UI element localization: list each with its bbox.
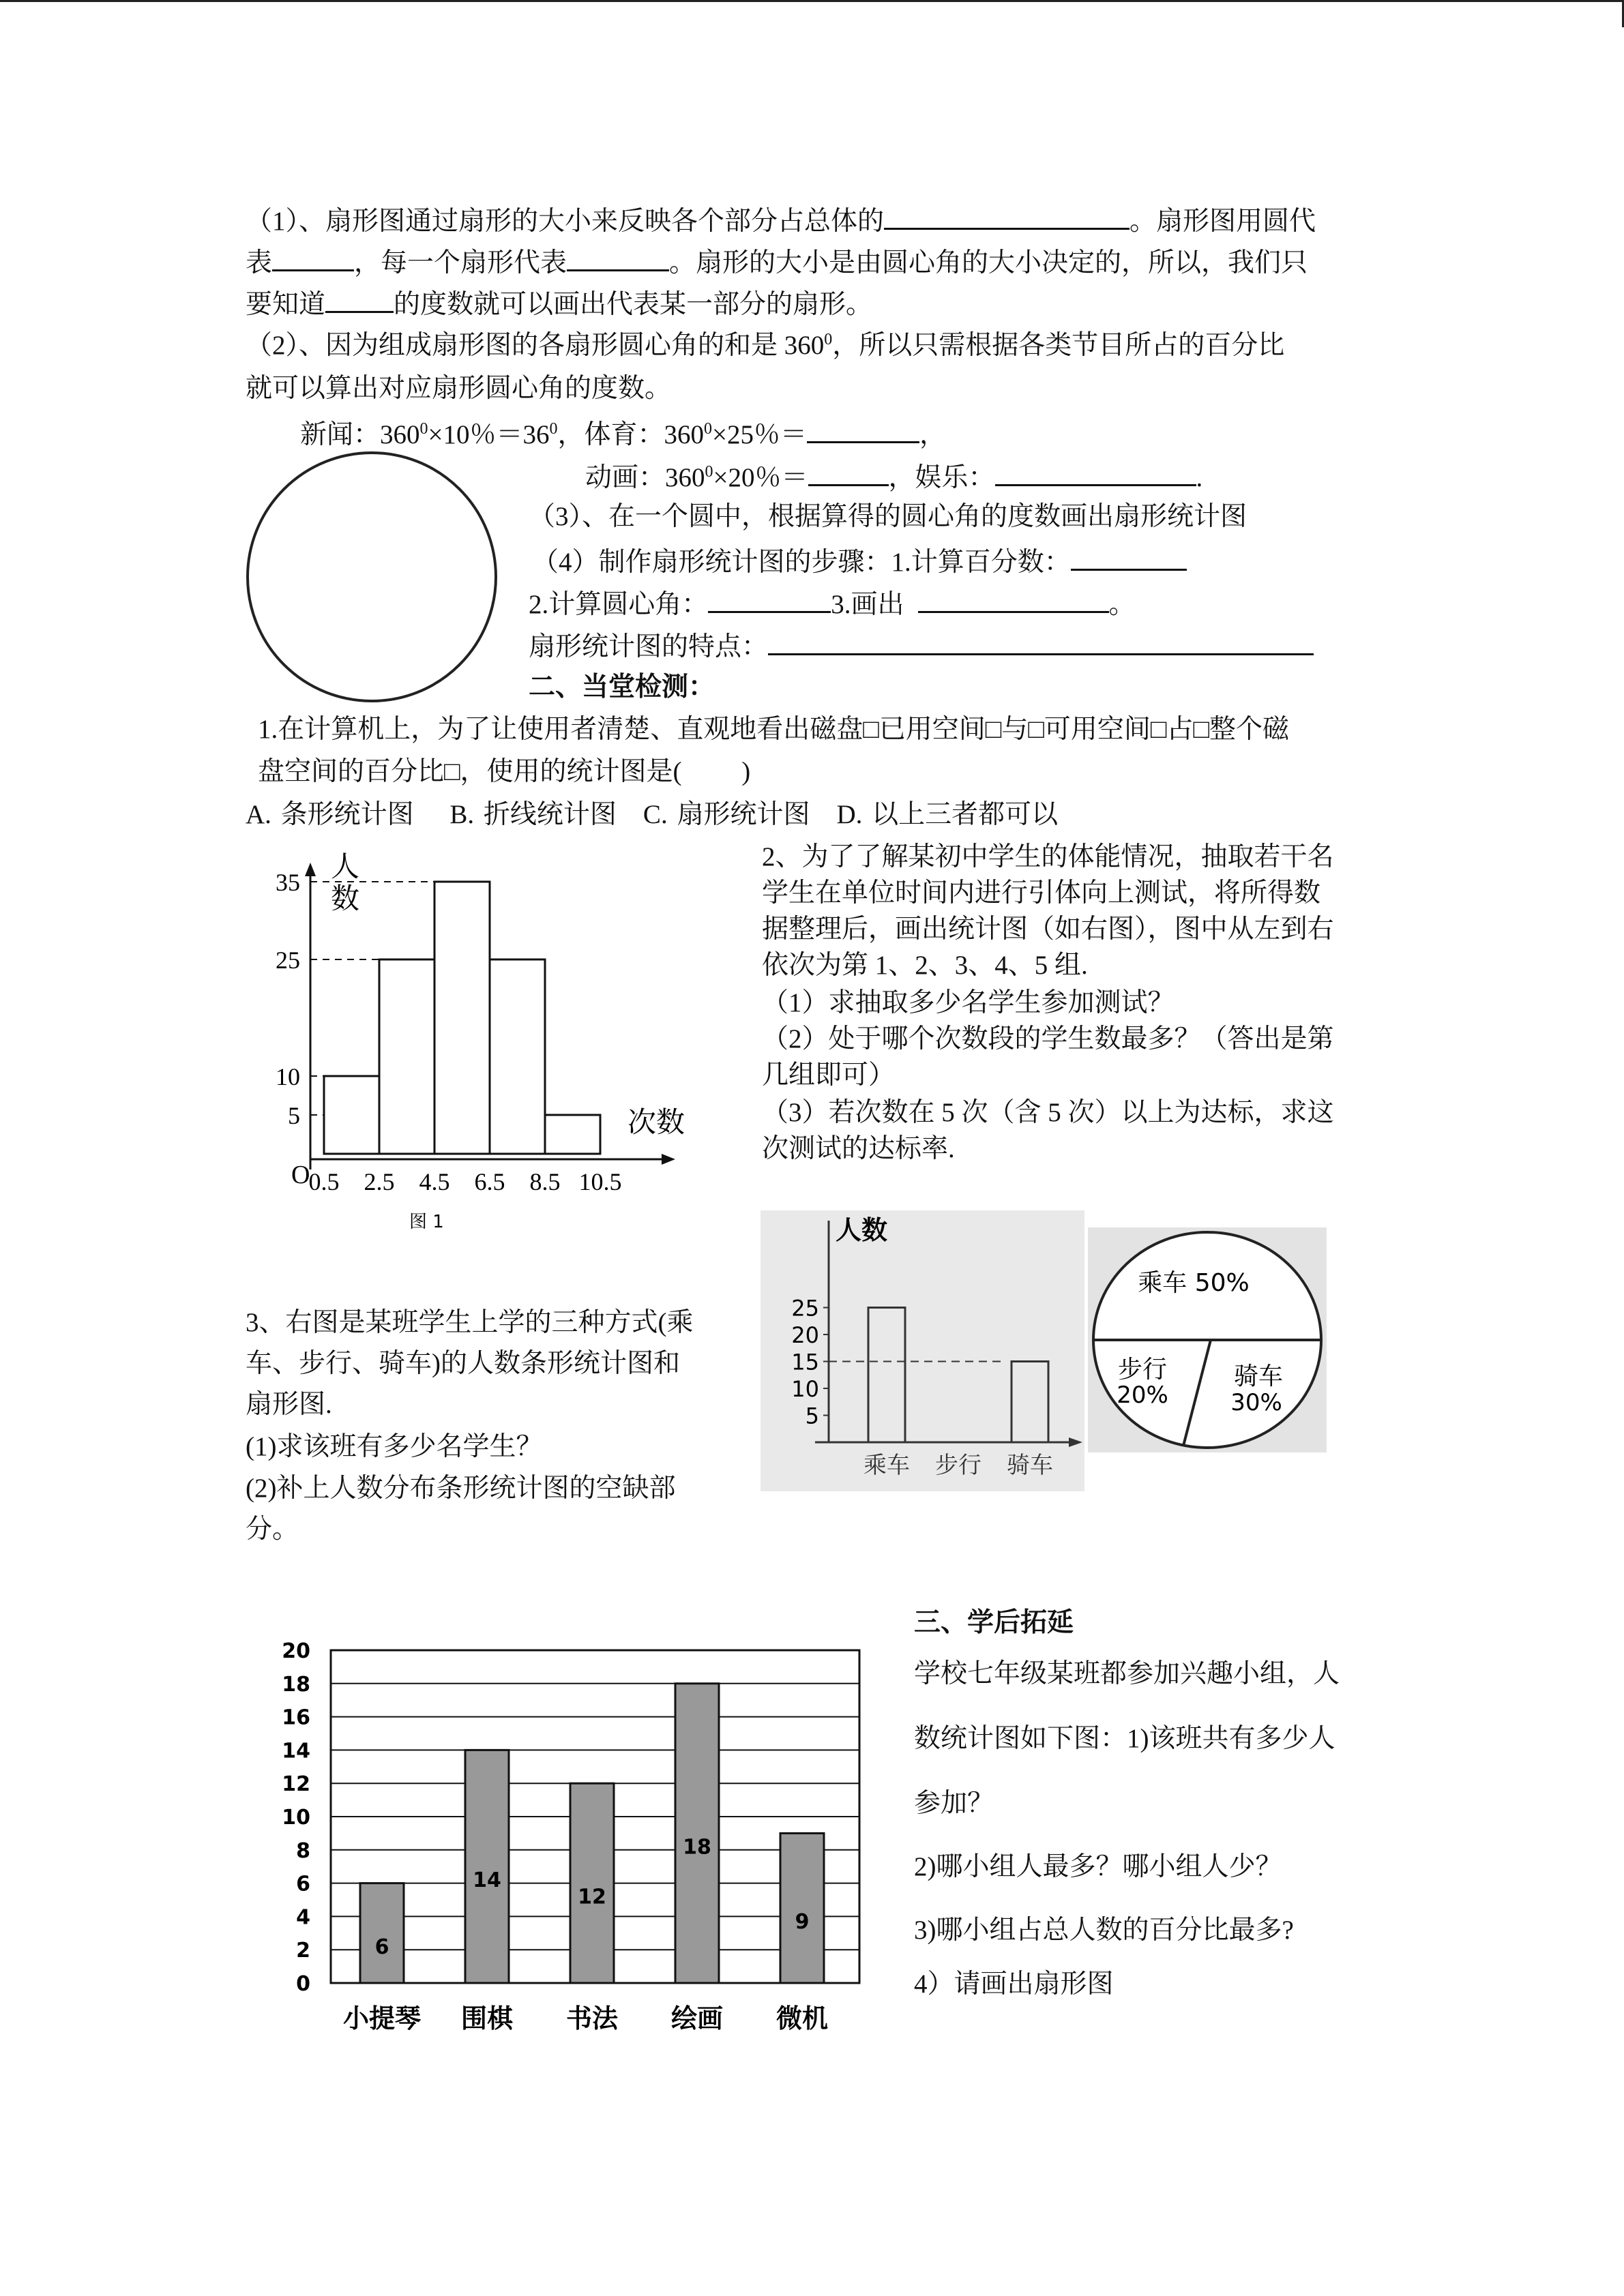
category-label: 围棋 [460,2003,514,2033]
slice-label-ride: 乘车 50% [1138,1269,1250,1297]
bar-value-label: 12 [578,1885,606,1909]
x-tick-label: 6.5 [474,1168,505,1195]
y-tick-label: 10 [791,1376,819,1402]
y-axis-arrow [305,863,316,876]
para1-text-a: （1）、扇形图通过扇形的大小来反映各个部分占总体的 [246,207,885,236]
blank-circle [242,449,508,715]
x-tick-label: 2.5 [364,1168,395,1195]
category-label: 小提琴 [342,2003,422,2033]
y-tick-label: 15 [791,1349,819,1375]
para1-line2-a: 表 [246,248,273,278]
bar-value-label: 18 [683,1835,711,1860]
q3-line: 扇形图. [246,1390,332,1419]
category-label: 微机 [776,2003,829,2033]
q2-line: （1）求抽取多少名学生参加测试？ [762,988,1175,1017]
q3-line: 车、步行、骑车)的人数条形统计图和 [246,1349,680,1378]
bar-value-label: 14 [473,1868,501,1893]
s3-line: 3)哪小组占总人数的百分比最多? [914,1915,1294,1945]
para1-line1 [246,202,1316,239]
slice-value-walk: 20% [1117,1382,1168,1409]
para3 [529,500,1247,534]
y-tick-label: 5 [288,1102,300,1129]
x-tick-label: 0.5 [308,1168,340,1195]
y-axis-label-2: 数 [331,884,360,915]
s3-line: 学校七年级某班都参加兴趣小组，人 [914,1659,1340,1688]
q1-options: A. 条形统计图 B. 折线统计图 C. 扇形统计图 D. 以上三者都可以 [246,800,1059,829]
y-tick-label: 2 [296,1939,310,1963]
section2-heading: 二、当堂检测： [529,672,715,702]
para2-line1 [246,329,1284,363]
deg-sup: 0 [549,420,558,438]
bar [360,1883,404,1983]
x-tick-label: 4.5 [419,1168,450,1195]
q2-line: 学生在单位时间内进行引体向上测试，将所得数 [762,878,1321,908]
bar-value-label: 9 [795,1910,810,1935]
y-tick-label: 10 [276,1063,300,1090]
origin-label: O [291,1161,310,1189]
para1-text-b: 。扇形图用圆代 [1130,207,1316,236]
blank-sports[interactable] [807,415,919,443]
category-label: 书法 [565,2003,619,2033]
bar [780,1833,824,1983]
q2-line: （2）处于哪个次数段的学生数最多？（答出是第 [762,1024,1334,1054]
step2-text: 2.计算圆心角： [529,590,709,619]
slice-label-bike: 骑车 [1233,1362,1284,1390]
calc-news-b: ×10％＝36 [428,420,550,449]
q2-line: 据整理后，画出统计图（如右图），图中从左到右 [762,914,1334,944]
features-label: 扇形统计图的特点： [529,632,769,661]
y-tick-label: 25 [276,946,300,974]
para4-line2 [529,585,1136,622]
deg-sup: 0 [704,420,713,438]
q3-line: 分。 [246,1515,299,1544]
transport-bar-chart [761,1210,1084,1493]
blank-3[interactable] [567,243,669,271]
category-label: 乘车 [863,1452,910,1479]
blank-2[interactable] [272,243,354,271]
para2-text: （2）、因为组成扇形图的各扇形圆心角的和是 360 [246,331,825,360]
para1-line2-b: ，每一个扇形代表 [354,248,567,278]
para1-line2 [246,243,1308,280]
slice-value-bike: 30% [1230,1389,1282,1416]
q3-line: (1)求该班有多少名学生？ [246,1432,543,1461]
bar [675,1684,719,1983]
bar [570,1783,614,1983]
para1-line3 [246,285,872,322]
slice-label-walk: 步行 [1117,1356,1168,1384]
blank-step1[interactable] [1071,543,1187,571]
para2-line2 [246,372,671,406]
y-tick-label: 5 [805,1403,819,1429]
x-axis-label: 次数 [628,1107,685,1139]
y-tick-label: 10 [282,1806,310,1830]
calc-sports-b: ×25％＝ [712,420,808,449]
y-tick-label: 0 [296,1972,310,1996]
calc-anim-b: ×20％＝ [713,463,808,492]
s3-line: 4）请画出扇形图 [914,1969,1114,1999]
y-tick-label: 20 [282,1639,310,1663]
bar [465,1750,509,1983]
y-tick-label: 20 [791,1322,819,1348]
y-tick-label: 6 [296,1872,310,1896]
calc-news: 新闻：360 [300,420,420,449]
para1-line3-a: 要知道 [246,290,326,319]
step3-text: 3.画出 [831,590,904,619]
q3-line: (2)补上人数分布条形统计图的空缺部 [246,1474,676,1503]
calc-line2 [585,458,1202,495]
para2-text-end: ，所以只需根据各类节目所占的百分比 [832,331,1285,360]
calc-period: . [1196,463,1203,492]
para1-line3-b: 的度数就可以画出代表某一部分的扇形。 [394,290,873,319]
y-tick-label: 14 [282,1739,310,1763]
y-tick-label: 35 [276,869,300,896]
steps-text: （4）制作扇形统计图的步骤：1.计算百分数： [532,548,1071,577]
q2-line: 次测试的达标率. [762,1134,955,1163]
y-tick-label: 8 [296,1838,310,1863]
s3-line: 参加？ [914,1789,994,1818]
x-tick-label: 8.5 [529,1168,561,1195]
histogram-bar [324,1076,379,1154]
histogram-bar [490,959,545,1154]
y-axis-label: 人数 [836,1215,888,1245]
category-label: 绘画 [670,2003,724,2033]
blank-anim[interactable] [808,458,889,486]
histogram-chart [246,846,709,1234]
y-tick-label: 4 [296,1905,310,1930]
degree-sup: 0 [824,331,833,348]
blank-ent[interactable] [995,458,1196,486]
deg-sup: 0 [705,463,713,481]
y-axis-label-1: 人 [331,852,360,883]
para2-line2-text: 就可以算出对应扇形圆心角的度数。 [246,374,672,403]
histogram-bar [545,1115,600,1154]
step-period: 。 [1108,590,1136,619]
blank-features[interactable] [768,627,1314,655]
para4-line1 [532,543,1187,580]
section3-heading: 三、学后拓延 [914,1608,1074,1637]
interest-group-bar-chart [273,1633,873,2042]
transport-pie-chart [1088,1227,1327,1452]
blank-1[interactable] [884,202,1130,230]
features-line [529,627,1314,664]
para1-line2-c: 。扇形的大小是由圆心角的大小决定的，所以，我们只 [669,248,1308,278]
blank-step2[interactable] [708,585,831,613]
para3-text: （3）、在一个圆中，根据算得的圆心角的度数画出扇形统计图 [529,502,1247,531]
y-tick-label: 12 [282,1772,310,1797]
q1-line2: 盘空间的百分比□，使用的统计图是( ) [258,757,751,786]
q3-line: 3、右图是某班学生上学的三种方式(乘 [246,1308,694,1337]
calc-line1 [300,415,946,452]
calc-sports: ，体育：360 [557,420,705,449]
category-label: 步行 [935,1452,981,1479]
calc-anim: 动画：360 [585,463,705,492]
blank-4[interactable] [325,285,394,313]
histogram-bar [379,959,434,1154]
q2-line: 几组即可） [762,1060,896,1090]
histogram-bar [434,882,490,1154]
category-label: 骑车 [1007,1452,1053,1479]
bar-value-label: 6 [374,1935,389,1959]
page-top-border [0,0,1624,2]
q2-line: 依次为第 1、2、3、4、5 组. [762,951,1088,980]
deg-sup: 0 [419,420,428,438]
x-tick-label: 10.5 [578,1168,622,1195]
q1-line1: 1.在计算机上，为了让使用者清楚、直观地看出磁盘□已用空间□与□可用空间□占□整个磁 [258,715,1290,744]
blank-step3[interactable] [918,585,1109,613]
s3-line: 2)哪小组人最多？哪小组人少？ [914,1852,1282,1881]
q2-line: 2、为了了解某初中学生的体能情况，抽取若干名 [762,842,1334,871]
y-tick-label: 18 [282,1672,310,1697]
y-tick-label: 16 [282,1705,310,1730]
y-tick-label: 25 [791,1295,819,1322]
s3-line: 数统计图如下图：1)该班共有多少人 [914,1724,1335,1753]
figure-caption: 图 1 [409,1212,444,1232]
calc-comma: ， [919,420,947,449]
calc-ent: ，娱乐： [888,463,995,492]
q2-line: （3）若次数在 5 次（含 5 次）以上为达标，求这 [762,1098,1334,1127]
x-axis-arrow [662,1154,675,1165]
